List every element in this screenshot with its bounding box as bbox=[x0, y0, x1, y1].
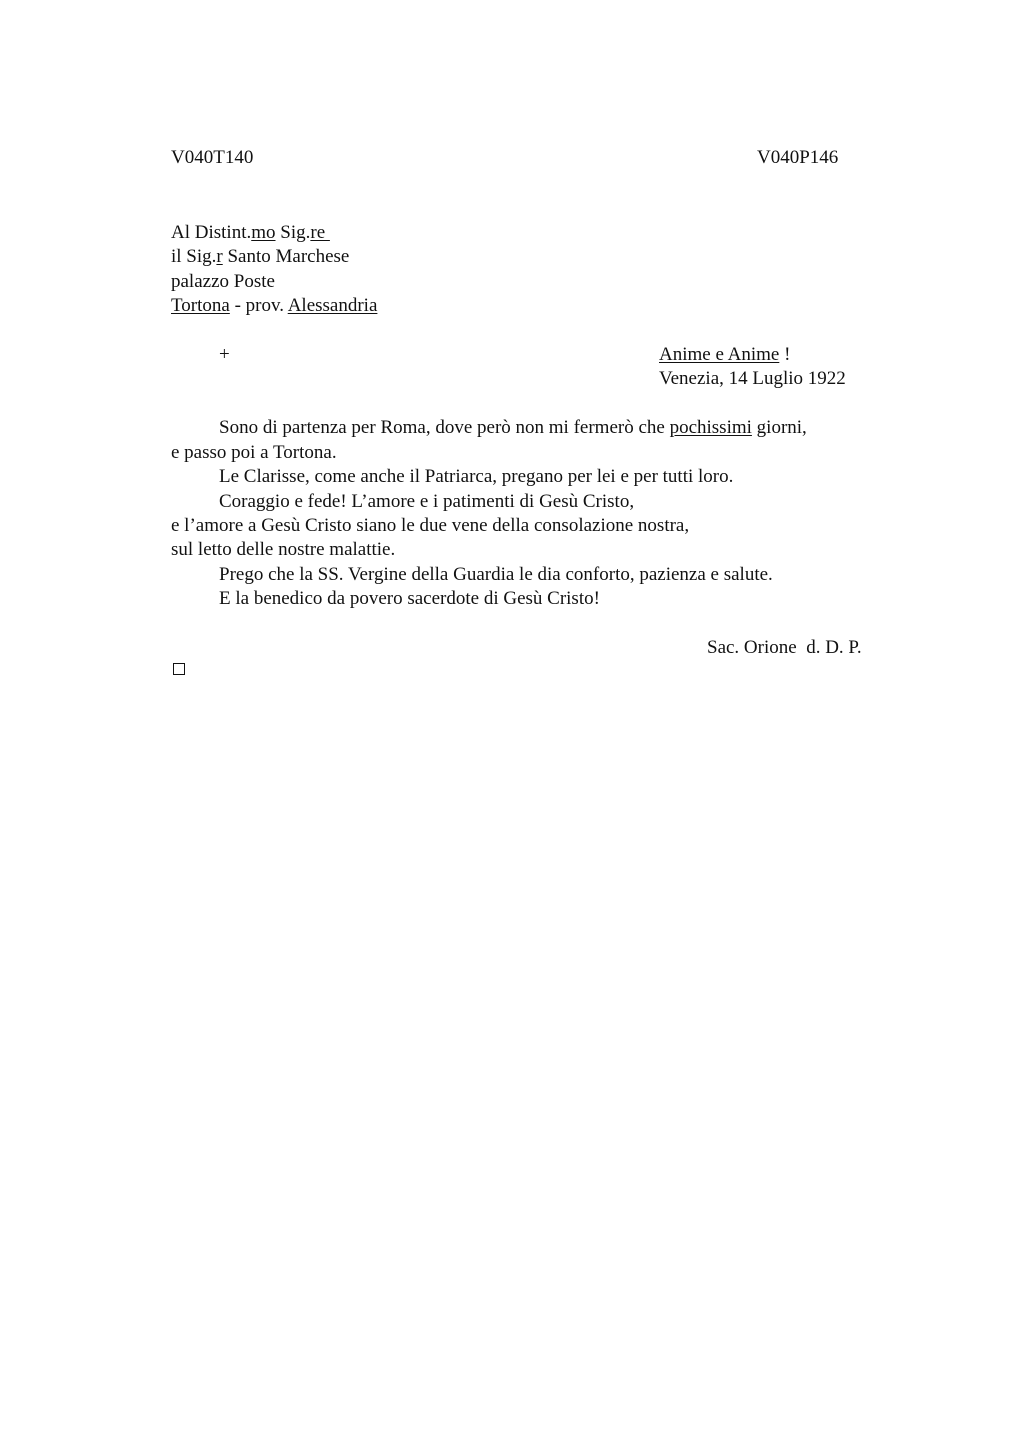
document-code-left: V040T140 bbox=[171, 147, 254, 168]
motto-suffix: ! bbox=[779, 344, 791, 365]
cross-symbol: + bbox=[219, 344, 230, 365]
address-line-2-underlined: r bbox=[216, 246, 223, 267]
paragraph-1-part: Sono di partenza per Roma, dove però non mi fermerò che bbox=[219, 417, 670, 438]
motto bbox=[659, 343, 790, 367]
paragraph-1-part: giorni, bbox=[751, 417, 807, 438]
motto-text: Anime e Anime bbox=[659, 344, 780, 365]
address-line-2-part: Santo Marchese bbox=[222, 246, 350, 267]
address-line-4 bbox=[171, 294, 377, 318]
paragraph-2: Le Clarisse, come anche il Patriarca, pregano per lei e per tutti loro. bbox=[219, 466, 734, 487]
dateline: Venezia, 14 Luglio 1922 bbox=[659, 368, 846, 389]
address-line-1-part: Sig. bbox=[275, 222, 311, 243]
paragraph-3-continuation-2: sul letto delle nostre malattie. bbox=[171, 539, 396, 560]
address-line-1-underlined: re bbox=[310, 222, 330, 243]
paragraph-4: Prego che la SS. Vergine della Guardia le dia conforto, pazienza e salute. bbox=[219, 564, 773, 585]
signature: Sac. Orione d. D. P. bbox=[707, 637, 862, 658]
document-code-right: V040P146 bbox=[757, 147, 839, 168]
paragraph-3: Coraggio e fede! L’amore e i patimenti di Gesù Cristo, bbox=[219, 491, 635, 512]
address-city: Tortona bbox=[171, 295, 230, 316]
paragraph-1-continuation: e passo poi a Tortona. bbox=[171, 442, 337, 463]
paragraph-1 bbox=[219, 416, 807, 440]
address-line-1 bbox=[171, 221, 330, 245]
address-province: Alessandria bbox=[287, 295, 378, 316]
paragraph-3-continuation-1: e l’amore a Gesù Cristo siano le due vene della consolazione nostra, bbox=[171, 515, 690, 536]
address-line-3: palazzo Poste bbox=[171, 271, 275, 292]
paragraph-5: E la benedico da povero sacerdote di Gesù Cristo! bbox=[219, 588, 600, 609]
end-square-symbol bbox=[173, 663, 185, 675]
address-line-2 bbox=[171, 245, 349, 269]
address-line-4-part: - prov. bbox=[229, 295, 288, 316]
address-line-2-part: il Sig. bbox=[171, 246, 217, 267]
address-line-1-underlined: mo bbox=[251, 222, 276, 243]
paragraph-1-underlined: pochissimi bbox=[669, 417, 752, 438]
address-line-1-part: Al Distint. bbox=[171, 222, 252, 243]
